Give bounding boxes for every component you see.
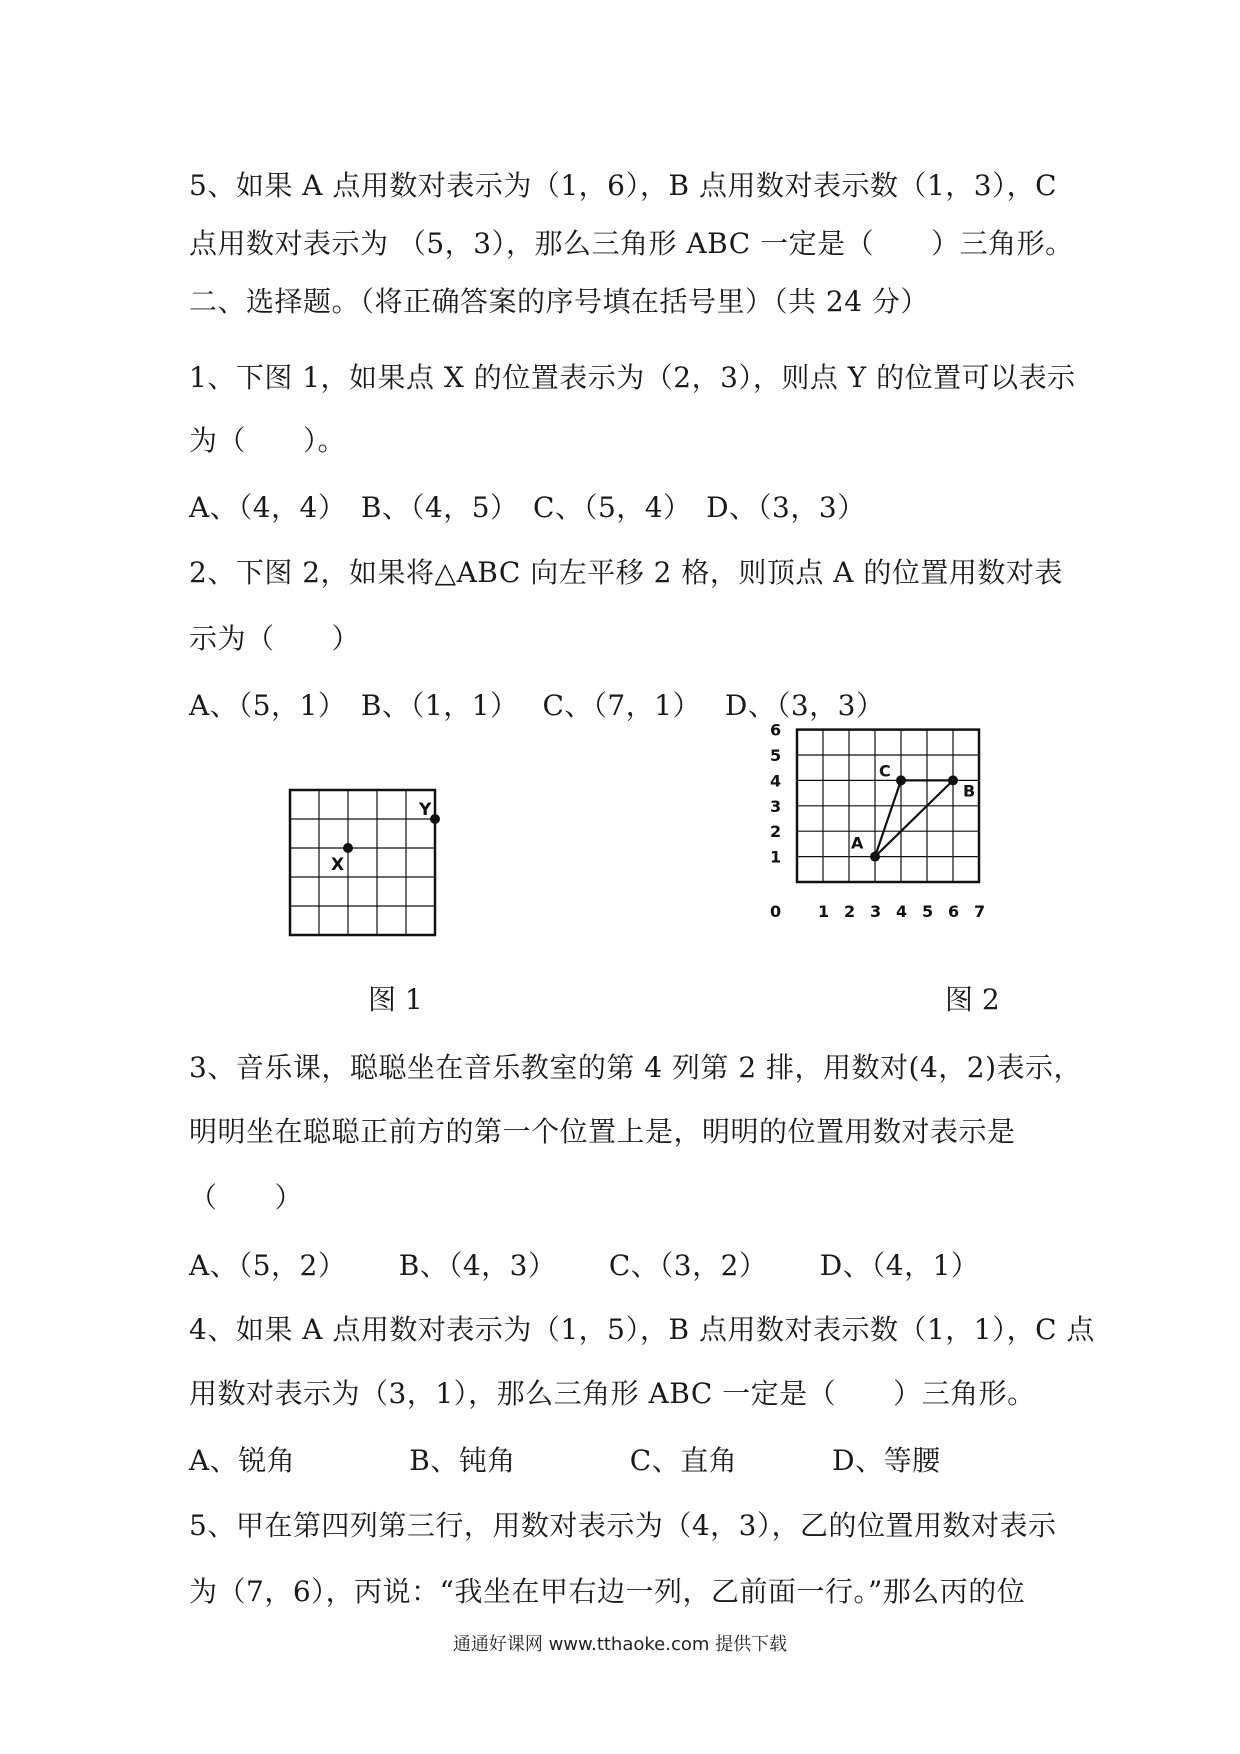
vertex-label-a: A <box>851 833 864 853</box>
y-tick-label: 4 <box>770 771 782 791</box>
options-q3: A、（5，2） B、（4，3） C、（3，2） D、（4，1） <box>189 1249 980 1282</box>
vertex-b <box>948 775 958 785</box>
text-line-15: 用数对表示为（3，1），那么三角形 ABC 一定是（ ）三角形。 <box>189 1377 1036 1410</box>
x-tick-label: 2 <box>844 902 856 921</box>
x-tick-label: 6 <box>948 902 960 921</box>
point-y <box>430 814 440 824</box>
section-heading: 二、选择题。（将正确答案的序号填在括号里）（共 24 分） <box>189 285 929 318</box>
text-line-18: 为（7，6），丙说：“我坐在甲右边一列，乙前面一行。”那么丙的位 <box>189 1575 1026 1608</box>
text-line-8: 示为（ ） <box>189 622 361 655</box>
vertex-label-c: C <box>879 761 891 781</box>
y-tick-label: 3 <box>770 796 782 816</box>
options-q2: A、（5，1） B、（1，1） C、（7，1） D、（3，3） <box>189 689 885 722</box>
point-x <box>343 843 353 853</box>
text-line-1: 5、如果 A 点用数对表示为（1，6），B 点用数对表示数（1，3），C <box>189 169 1057 202</box>
text-line-11: 明明坐在聪聪正前方的第一个位置上是，明明的位置用数对表示是 <box>189 1115 1016 1148</box>
text-line-14: 4、如果 A 点用数对表示为（1，5），B 点用数对表示数（1，1），C 点 <box>189 1313 1095 1346</box>
figure-1-grid <box>280 780 460 950</box>
text-line-12: （ ） <box>189 1181 304 1214</box>
options-q4: A、锐角 B、钝角 C、直角 D、等腰 <box>189 1444 941 1477</box>
vertex-label-b: B <box>963 781 976 801</box>
point-label-x: X <box>331 855 345 875</box>
options-q1: A、（4，4） B、（4，5） C、（5，4） D、（3，3） <box>189 491 866 524</box>
text-line-2: 点用数对表示为 （5，3），那么三角形 ABC 一定是（ ）三角形。 <box>189 227 1074 260</box>
vertex-a <box>870 852 880 862</box>
text-line-17: 5、甲在第四列第三行，用数对表示为（4，3），乙的位置用数对表示 <box>189 1509 1057 1542</box>
figure-2-grid <box>770 720 1020 960</box>
y-tick-label: 5 <box>770 746 782 765</box>
point-label-y: Y <box>419 800 432 820</box>
text-line-7: 2、下图 2，如果将△ABC 向左平移 2 格，则顶点 A 的位置用数对表 <box>189 556 1063 589</box>
y-tick-label: 1 <box>770 847 782 867</box>
x-tick-label: 5 <box>922 902 934 921</box>
page-footer: 通通好课网 www.tthaoke.com 提供下载 <box>452 1634 788 1655</box>
y-tick-label: 6 <box>770 720 782 740</box>
vertex-c <box>896 775 906 785</box>
triangle-abc <box>875 780 953 856</box>
figure-1-caption: 图 1 <box>368 983 423 1016</box>
x-tick-label: 0 <box>770 902 782 921</box>
y-tick-label: 2 <box>770 822 782 842</box>
x-tick-label: 1 <box>818 902 830 921</box>
x-tick-label: 3 <box>870 902 882 921</box>
text-line-4: 1、下图 1，如果点 X 的位置表示为（2，3），则点 Y 的位置可以表示 <box>189 361 1076 394</box>
figure-2-caption: 图 2 <box>945 983 1000 1016</box>
x-tick-label: 4 <box>896 902 908 921</box>
x-tick-label: 7 <box>974 902 986 921</box>
text-line-5: 为（ ）。 <box>189 424 347 457</box>
text-line-10: 3、音乐课，聪聪坐在音乐教室的第 4 列第 2 排，用数对(4，2)表示， <box>189 1051 1083 1084</box>
grid-border <box>290 790 435 935</box>
